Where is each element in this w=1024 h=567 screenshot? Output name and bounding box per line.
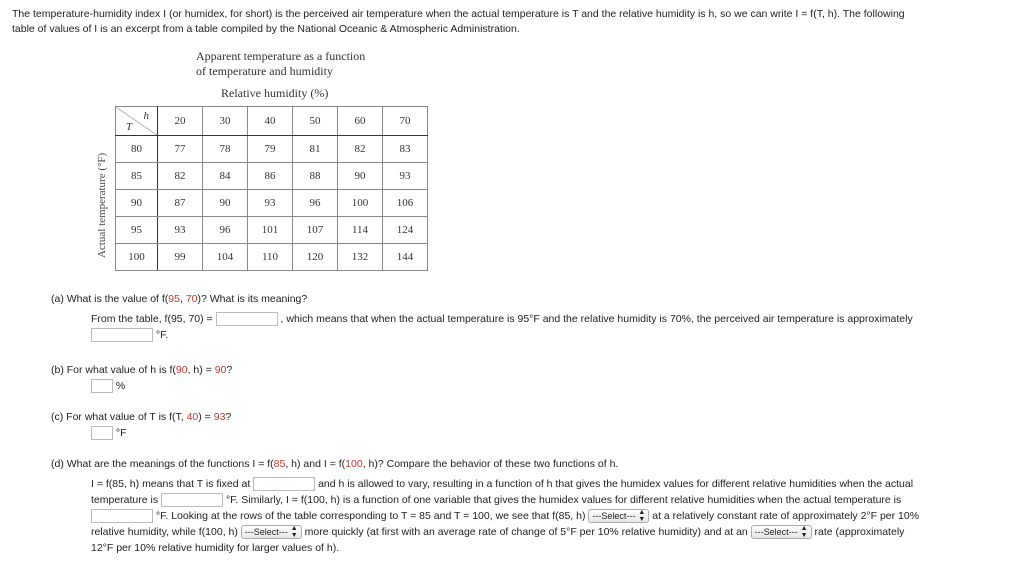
question-b: [51, 362, 232, 378]
t-symbol: T: [126, 121, 133, 133]
qb-prompt-end: ?: [226, 364, 233, 376]
table-cell: 93: [248, 190, 293, 217]
intro-line-2: table of values of I is an excerpt from a table compiled by the National Oceanic & Atmospheric Administration.: [12, 23, 520, 35]
table-title-line-1: Apparent temperature as a function: [196, 49, 366, 63]
qb-mid: , h) =: [187, 364, 215, 376]
question-c: [51, 409, 231, 425]
row-header-cell: 90: [116, 190, 158, 217]
qd-prompt-end: , h)? Compare the behavior of these two functions of h.: [362, 458, 619, 470]
qc-prompt: (c) For what value of T is f(T,: [51, 411, 187, 423]
table-cell: 82: [158, 163, 203, 190]
answer-a-value-input[interactable]: [216, 312, 278, 326]
table-corner-cell: [116, 107, 158, 136]
row-header-cell: 85: [116, 163, 158, 190]
column-header-cell: 70: [383, 107, 428, 136]
qd-l2a: temperature is: [91, 494, 159, 506]
answer-d-line-1: [91, 476, 913, 492]
table-title: [196, 49, 365, 79]
column-header-cell: 60: [338, 107, 383, 136]
answer-d-line-3: [91, 508, 919, 524]
qa-line-pre: From the table, f(95, 70) =: [91, 313, 213, 325]
table-cell: 99: [158, 244, 203, 271]
answer-d-select-2[interactable]: [241, 525, 302, 539]
qd-l3b: at a relatively constant rate of approximately 2°F per 10%: [652, 510, 920, 522]
column-header-label: Relative humidity (%): [221, 86, 329, 100]
qc-value-i: 93: [213, 411, 226, 423]
table-cell: 79: [248, 136, 293, 163]
qd-prompt: (d) What are the meanings of the functions I = f(: [51, 458, 274, 470]
qb-prompt: (b) For what value of h is f(: [51, 364, 176, 376]
table-cell: 86: [248, 163, 293, 190]
table-cell: 100: [338, 190, 383, 217]
table-cell: 77: [158, 136, 203, 163]
answer-a-temp-input[interactable]: [91, 328, 153, 342]
humidex-table: [115, 106, 428, 271]
qc-unit: °F: [115, 427, 127, 439]
table-cell: 84: [203, 163, 248, 190]
answer-d-temp-input[interactable]: [161, 493, 223, 507]
row-header-label: Actual temperature (°F): [96, 152, 108, 258]
qd-value-t2: 100: [345, 458, 363, 470]
qd-mid: , h) and I = f(: [285, 458, 346, 470]
table-cell: 132: [338, 244, 383, 271]
table-cell: 78: [203, 136, 248, 163]
table-cell: 120: [293, 244, 338, 271]
answer-b-input[interactable]: [91, 379, 113, 393]
table-cell: 90: [203, 190, 248, 217]
table-header-row: [116, 107, 428, 136]
table-cell: 90: [338, 163, 383, 190]
qc-prompt-end: ?: [225, 411, 232, 423]
column-header-cell: 40: [248, 107, 293, 136]
table-cell: 96: [203, 217, 248, 244]
table-cell: 81: [293, 136, 338, 163]
qc-mid: ) =: [198, 411, 214, 423]
table-cell: 83: [383, 136, 428, 163]
qd-l4a: relative humidity, while f(100, h): [91, 526, 238, 538]
table-cell: 93: [383, 163, 428, 190]
qd-l5: 12°F per 10% relative humidity for larger values of h).: [91, 542, 340, 554]
table-cell: 106: [383, 190, 428, 217]
row-header-cell: 80: [116, 136, 158, 163]
table-cell: 101: [248, 217, 293, 244]
table-cell: 93: [158, 217, 203, 244]
problem-intro: [12, 7, 1012, 37]
qd-l4c: rate (approximately: [814, 526, 905, 538]
answer-a-line-2: [91, 327, 168, 343]
answer-d-line-4: [91, 524, 904, 540]
chevron-updown-icon: ▲ ▼: [290, 525, 298, 540]
answer-d-temp-100-input[interactable]: [91, 509, 153, 523]
answer-d-select-1[interactable]: [588, 509, 649, 523]
qb-value-t: 90: [175, 364, 188, 376]
column-header-cell: 20: [158, 107, 203, 136]
h-symbol: h: [143, 110, 149, 122]
table-cell: 114: [338, 217, 383, 244]
qb-unit: %: [115, 380, 126, 392]
qa-value-h: 70: [185, 293, 198, 305]
column-header-cell: 50: [293, 107, 338, 136]
answer-d-line-2: [91, 492, 901, 508]
intro-line-1: The temperature-humidity index I (or humidex, for short) is the perceived air temperature when the actual temperature is T and the relative humidity is h, so we can write I = f(T, h). The following: [12, 8, 905, 20]
qa-prompt: (a) What is the value of f(: [51, 293, 169, 305]
qd-l3a: °F. Looking at the rows of the table corresponding to T = 85 and T = 100, we see that f(85, h): [155, 510, 586, 522]
answer-b-line: [91, 378, 125, 394]
answer-d-select-3[interactable]: [751, 525, 812, 539]
qa-sep: ,: [179, 293, 186, 305]
select-2-label: ---Select---: [244, 527, 288, 538]
table-row: [116, 190, 428, 217]
column-header-cell: 30: [203, 107, 248, 136]
qa-line-post: , which means that when the actual temperature is 95°F and the relative humidity is 70%, the perceived air temperature is approximately: [280, 313, 913, 325]
table-cell: 82: [338, 136, 383, 163]
qd-l4b: more quickly (at first with an average rate of change of 5°F per 10% relative humidity) and at an: [304, 526, 748, 538]
chevron-updown-icon: ▲ ▼: [800, 525, 808, 540]
row-header-cell: 95: [116, 217, 158, 244]
table-row: [116, 136, 428, 163]
qc-value-h: 40: [186, 411, 199, 423]
table-row: [116, 244, 428, 271]
question-a: [51, 291, 307, 307]
table-cell: 87: [158, 190, 203, 217]
answer-d-temp-fixed-input[interactable]: [253, 477, 315, 491]
table-title-line-2: of temperature and humidity: [196, 64, 333, 78]
qa-value-t: 95: [168, 293, 180, 305]
humidex-table-wrap: [115, 106, 428, 271]
qb-value-i: 90: [214, 364, 227, 376]
table-cell: 124: [383, 217, 428, 244]
question-d: [51, 456, 618, 472]
table-cell: 88: [293, 163, 338, 190]
table-row: [116, 217, 428, 244]
answer-c-line: [91, 425, 127, 441]
table-cell: 144: [383, 244, 428, 271]
table-cell: 96: [293, 190, 338, 217]
qd-l2b: °F. Similarly, I = f(100, h) is a function of one variable that gives the humidex values for different relative humidities when the actual temperature is: [225, 494, 902, 506]
table-cell: 107: [293, 217, 338, 244]
answer-a-line: [91, 311, 913, 327]
table-row: [116, 163, 428, 190]
answer-c-input[interactable]: [91, 426, 113, 440]
chevron-updown-icon: ▲ ▼: [638, 509, 646, 524]
answer-d-line-5: [91, 540, 339, 556]
table-cell: 104: [203, 244, 248, 271]
qa-unit: °F.: [155, 329, 169, 341]
qd-l1a: I = f(85, h) means that T is fixed at: [91, 478, 251, 490]
select-1-label: ---Select---: [592, 511, 636, 522]
qd-l1b: and h is allowed to vary, resulting in a function of h that gives the humidex values for different relative humidities when the actual: [318, 478, 914, 490]
qa-prompt-end: )? What is its meaning?: [197, 293, 308, 305]
row-header-cell: 100: [116, 244, 158, 271]
qd-value-t1: 85: [273, 458, 286, 470]
select-3-label: ---Select---: [754, 527, 798, 538]
table-cell: 110: [248, 244, 293, 271]
